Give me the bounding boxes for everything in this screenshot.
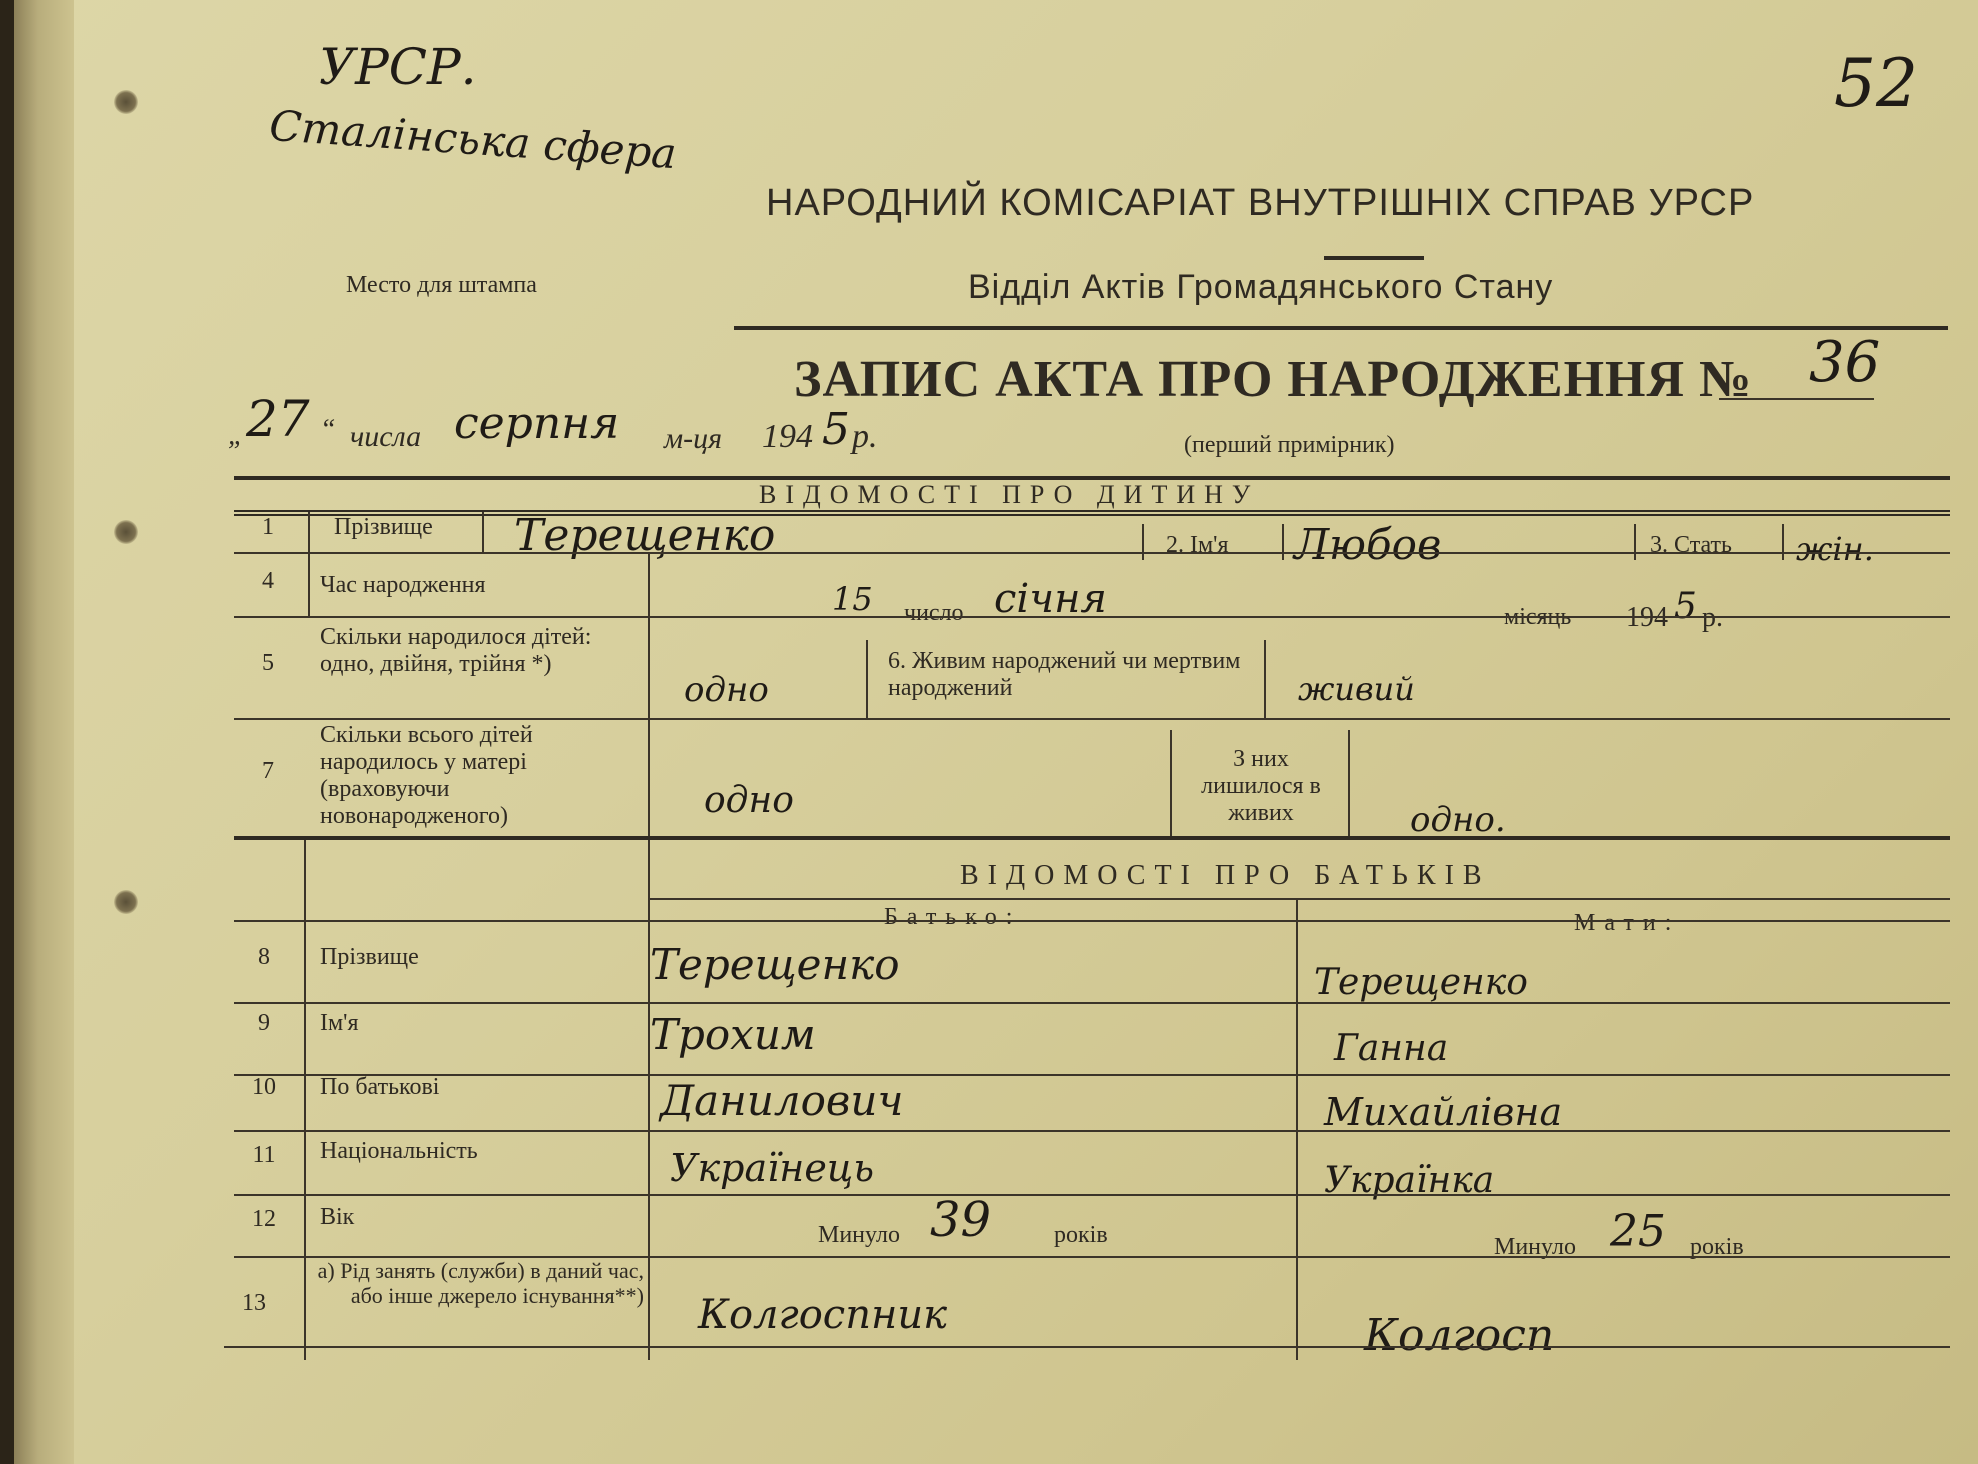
births-count-value: одно [684,670,769,710]
record-number-underline [1719,398,1874,400]
birth-month-word: місяць [1504,604,1572,630]
copy-note: (перший примірник) [1184,432,1395,458]
row-number: 10 [252,1074,276,1100]
row-number: 9 [258,1010,270,1036]
date-day: 27 [246,390,310,448]
date-year-unit: р. [852,418,878,455]
alive-dead-value: живий [1298,670,1415,708]
father-occupation-value: Колгоспник [698,1292,947,1338]
stamp-place-label: Место для штампа [346,272,537,298]
mother-name-value: Ганна [1334,1028,1449,1069]
mother-age-prefix: Минуло [1494,1234,1576,1260]
surviving-value: одно. [1410,800,1506,840]
child-surname-label: Прізвище [334,514,433,540]
child-surname-value: Терещенко [514,510,776,561]
title-divider [1324,256,1424,260]
birth-day-word: число [904,600,964,626]
alive-dead-label: 6. Живим народжений чи мертвим народжений [888,648,1241,701]
row-number: 12 [252,1206,276,1232]
births-count-label: Скільки народилося дітей: одно, двійня, трійня *) [320,624,592,677]
occupation-label: а) Рід занять (служби) в даний час, або інше джерело існування**) [317,1258,644,1308]
row-number: 8 [258,944,270,970]
father-heading: Батько: [884,904,1022,930]
birth-day-value: 15 [832,580,873,618]
birth-year-digit: 5 [1674,586,1697,627]
header-rule [734,326,1948,330]
surviving-label: З них лишилося в живих [1201,746,1321,826]
parent-name-label: Ім'я [320,1010,359,1036]
handwritten-region: Сталінська сфера [267,100,679,179]
binding-edge [14,0,74,1464]
date-day-word: числа [350,420,422,453]
page-number: 52 [1834,45,1918,122]
date-quote-open: „ [228,420,244,451]
mother-surname-value: Терещенко [1314,962,1528,1003]
birth-time-label: Час народження [320,572,486,598]
father-patronymic-value: Данилович [660,1076,904,1125]
date-year-digit: 5 [822,404,850,455]
mother-age-value: 25 [1610,1206,1666,1257]
father-name-value: Трохим [650,1010,816,1059]
handwritten-republic: УРСР. [319,38,477,96]
parents-section-heading: ВІДОМОСТІ ПРО БАТЬКІВ [960,860,1491,891]
date-month: серпня [454,398,620,449]
birth-year-prefix: 194 [1626,602,1668,633]
binding-hole [114,890,138,914]
section-rule [234,510,1950,516]
father-age-suffix: років [1054,1222,1108,1248]
father-surname-value: Терещенко [650,940,900,989]
agency-title: НАРОДНИЙ КОМІСАРІАТ ВНУТРІШНІХ СПРАВ УРСР [766,182,1755,224]
row-number: 13 [242,1290,266,1316]
age-label: Вік [320,1204,355,1230]
father-age-prefix: Минуло [818,1222,900,1248]
date-month-word: м-ця [664,422,723,455]
child-sex-label: 3. Стать [1650,532,1732,558]
total-children-value: одно [704,780,794,821]
date-quote-close: “ [320,414,336,445]
row-number: 11 [252,1142,276,1168]
mother-patronymic-value: Михайлівна [1324,1090,1563,1134]
record-title: ЗАПИС АКТА ПРО НАРОДЖЕННЯ № [794,351,1753,408]
row-number: 5 [262,650,274,676]
record-card [14,0,1978,1464]
row-number: 4 [262,568,274,594]
mother-age-suffix: років [1690,1234,1744,1260]
father-nationality-value: Українець [670,1146,875,1190]
father-age-value: 39 [930,1192,992,1248]
mother-nationality-value: Українка [1324,1160,1495,1201]
parent-surname-label: Прізвище [320,944,419,970]
birth-year-unit: р. [1702,602,1723,633]
child-name-value: Любов [1294,520,1442,569]
patronymic-label: По батькові [320,1074,440,1100]
child-section-heading: ВІДОМОСТІ ПРО ДИТИНУ [759,480,1260,509]
date-year-prefix: 194 [762,418,813,455]
binding-hole [114,520,138,544]
record-number: 36 [1809,330,1881,395]
nationality-label: Національність [320,1138,478,1164]
child-name-label: 2. Ім'я [1166,532,1229,558]
department-title: Відділ Актів Громадянського Стану [968,268,1554,306]
binding-hole [114,90,138,114]
mother-heading: Мати: [1574,910,1681,936]
row-number: 1 [262,514,274,540]
row-number: 7 [262,758,274,784]
birth-month-value: січня [994,576,1107,622]
mother-occupation-value: Колгосп [1364,1310,1555,1361]
total-children-label: Скільки всього дітей народилось у матері (враховуючи новонародженого) [320,722,533,829]
child-sex-value: жін. [1796,530,1874,568]
